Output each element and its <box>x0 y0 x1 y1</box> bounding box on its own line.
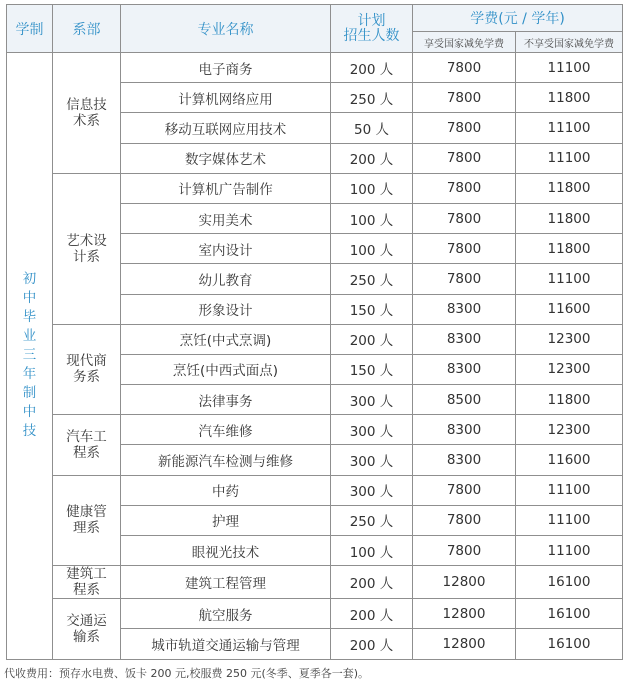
fee-subsidy-cell: 7800 <box>413 264 516 294</box>
table-row <box>7 415 623 445</box>
major-cell: 计算机网络应用 <box>121 83 331 113</box>
major-cell: 汽车维修 <box>121 415 331 445</box>
tuition-table <box>6 4 623 660</box>
major-cell: 烹饪(中西式面点) <box>121 354 331 384</box>
fee-subsidy-cell: 7800 <box>413 505 516 535</box>
count-cell: 200 人 <box>331 629 413 659</box>
fee-no-subsidy-cell: 11600 <box>516 445 623 475</box>
footnote: 代收费用：预存水电费、饭卡 200 元,校服费 250 元(冬季、夏季各一套)。 <box>4 667 370 680</box>
fee-subsidy-cell: 7800 <box>413 536 516 566</box>
table-row <box>7 173 623 203</box>
fee-no-subsidy-cell: 16100 <box>516 599 623 629</box>
dept-name: 现代商务系 <box>66 353 107 386</box>
fee-no-subsidy-cell: 11800 <box>516 203 623 233</box>
fee-subsidy-cell: 7800 <box>413 83 516 113</box>
count-cell: 200 人 <box>331 324 413 354</box>
xuezhi-cell <box>7 53 53 660</box>
dept-name: 信息技术系 <box>66 96 107 129</box>
xuezhi-text: 初中毕业三年制中技 <box>22 271 37 440</box>
major-cell: 中药 <box>121 475 331 505</box>
fee-no-subsidy-cell: 11100 <box>516 143 623 173</box>
fee-no-subsidy-cell: 11800 <box>516 83 623 113</box>
table-row <box>7 475 623 505</box>
header-xuezhi: 学制 <box>7 5 53 53</box>
count-cell: 250 人 <box>331 83 413 113</box>
major-cell: 眼视光技术 <box>121 536 331 566</box>
count-cell: 200 人 <box>331 53 413 83</box>
header-dept: 系部 <box>53 5 121 53</box>
table-row <box>7 324 623 354</box>
fee-subsidy-cell: 8300 <box>413 354 516 384</box>
fee-subsidy-cell: 7800 <box>413 143 516 173</box>
fee-subsidy-cell: 12800 <box>413 629 516 659</box>
dept-name: 交通运输系 <box>66 612 107 645</box>
header-count-line2: 招生人数 <box>343 27 400 44</box>
dept-cell <box>53 566 121 599</box>
count-cell: 150 人 <box>331 354 413 384</box>
fee-no-subsidy-cell: 16100 <box>516 629 623 659</box>
table-row <box>7 599 623 629</box>
fee-subsidy-cell: 12800 <box>413 566 516 599</box>
fee-no-subsidy-cell: 11800 <box>516 173 623 203</box>
dept-cell <box>53 324 121 415</box>
count-cell: 200 人 <box>331 599 413 629</box>
table-row <box>7 53 623 83</box>
count-cell: 250 人 <box>331 505 413 535</box>
fee-subsidy-cell: 8300 <box>413 294 516 324</box>
major-cell: 建筑工程管理 <box>121 566 331 599</box>
dept-cell <box>53 599 121 659</box>
fee-no-subsidy-cell: 11100 <box>516 113 623 143</box>
count-cell: 50 人 <box>331 113 413 143</box>
dept-name: 艺术设计系 <box>66 232 107 265</box>
count-cell: 200 人 <box>331 143 413 173</box>
count-cell: 300 人 <box>331 445 413 475</box>
dept-cell <box>53 173 121 324</box>
count-cell: 300 人 <box>331 475 413 505</box>
count-cell: 100 人 <box>331 173 413 203</box>
major-cell: 新能源汽车检测与维修 <box>121 445 331 475</box>
count-cell: 250 人 <box>331 264 413 294</box>
fee-no-subsidy-cell: 12300 <box>516 324 623 354</box>
fee-no-subsidy-cell: 11100 <box>516 264 623 294</box>
fee-subsidy-cell: 7800 <box>413 53 516 83</box>
count-cell: 200 人 <box>331 566 413 599</box>
fee-no-subsidy-cell: 11800 <box>516 234 623 264</box>
count-cell: 100 人 <box>331 203 413 233</box>
major-cell: 航空服务 <box>121 599 331 629</box>
fee-subsidy-cell: 7800 <box>413 113 516 143</box>
header-major: 专业名称 <box>121 5 331 53</box>
table-body <box>7 53 623 660</box>
major-cell: 实用美术 <box>121 203 331 233</box>
count-cell: 100 人 <box>331 234 413 264</box>
dept-name: 健康管理系 <box>66 504 107 537</box>
header-fee-subsidy: 享受国家减免学费 <box>413 32 516 53</box>
major-cell: 电子商务 <box>121 53 331 83</box>
dept-cell <box>53 475 121 566</box>
major-cell: 烹饪(中式烹调) <box>121 324 331 354</box>
count-cell: 300 人 <box>331 385 413 415</box>
major-cell: 形象设计 <box>121 294 331 324</box>
fee-no-subsidy-cell: 11100 <box>516 505 623 535</box>
fee-no-subsidy-cell: 11100 <box>516 475 623 505</box>
fee-subsidy-cell: 8300 <box>413 415 516 445</box>
fee-subsidy-cell: 7800 <box>413 234 516 264</box>
count-cell: 100 人 <box>331 536 413 566</box>
major-cell: 护理 <box>121 505 331 535</box>
fee-no-subsidy-cell: 11100 <box>516 53 623 83</box>
fee-subsidy-cell: 8300 <box>413 324 516 354</box>
dept-cell <box>53 53 121 174</box>
fee-subsidy-cell: 8500 <box>413 385 516 415</box>
major-cell: 移动互联网应用技术 <box>121 113 331 143</box>
fee-subsidy-cell: 7800 <box>413 475 516 505</box>
count-cell: 150 人 <box>331 294 413 324</box>
major-cell: 城市轨道交通运输与管理 <box>121 629 331 659</box>
fee-no-subsidy-cell: 11100 <box>516 536 623 566</box>
fee-no-subsidy-cell: 11600 <box>516 294 623 324</box>
header-fee-group: 学费(元 / 学年) <box>413 5 623 32</box>
table-row <box>7 566 623 599</box>
fee-no-subsidy-cell: 12300 <box>516 415 623 445</box>
header-count-line1: 计划 <box>357 12 386 29</box>
dept-cell <box>53 415 121 475</box>
major-cell: 数字媒体艺术 <box>121 143 331 173</box>
dept-name: 汽车工程系 <box>66 428 107 461</box>
major-cell: 法律事务 <box>121 385 331 415</box>
fee-subsidy-cell: 7800 <box>413 203 516 233</box>
major-cell: 幼儿教育 <box>121 264 331 294</box>
fee-subsidy-cell: 7800 <box>413 173 516 203</box>
fee-subsidy-cell: 12800 <box>413 599 516 629</box>
major-cell: 室内设计 <box>121 234 331 264</box>
header-fee-no-subsidy: 不享受国家减免学费 <box>516 32 623 53</box>
fee-no-subsidy-cell: 16100 <box>516 566 623 599</box>
fee-subsidy-cell: 8300 <box>413 445 516 475</box>
fee-no-subsidy-cell: 12300 <box>516 354 623 384</box>
major-cell: 计算机广告制作 <box>121 173 331 203</box>
fee-no-subsidy-cell: 11800 <box>516 385 623 415</box>
count-cell: 300 人 <box>331 415 413 445</box>
dept-name: 建筑工程系 <box>66 566 107 599</box>
header-count <box>331 5 413 53</box>
